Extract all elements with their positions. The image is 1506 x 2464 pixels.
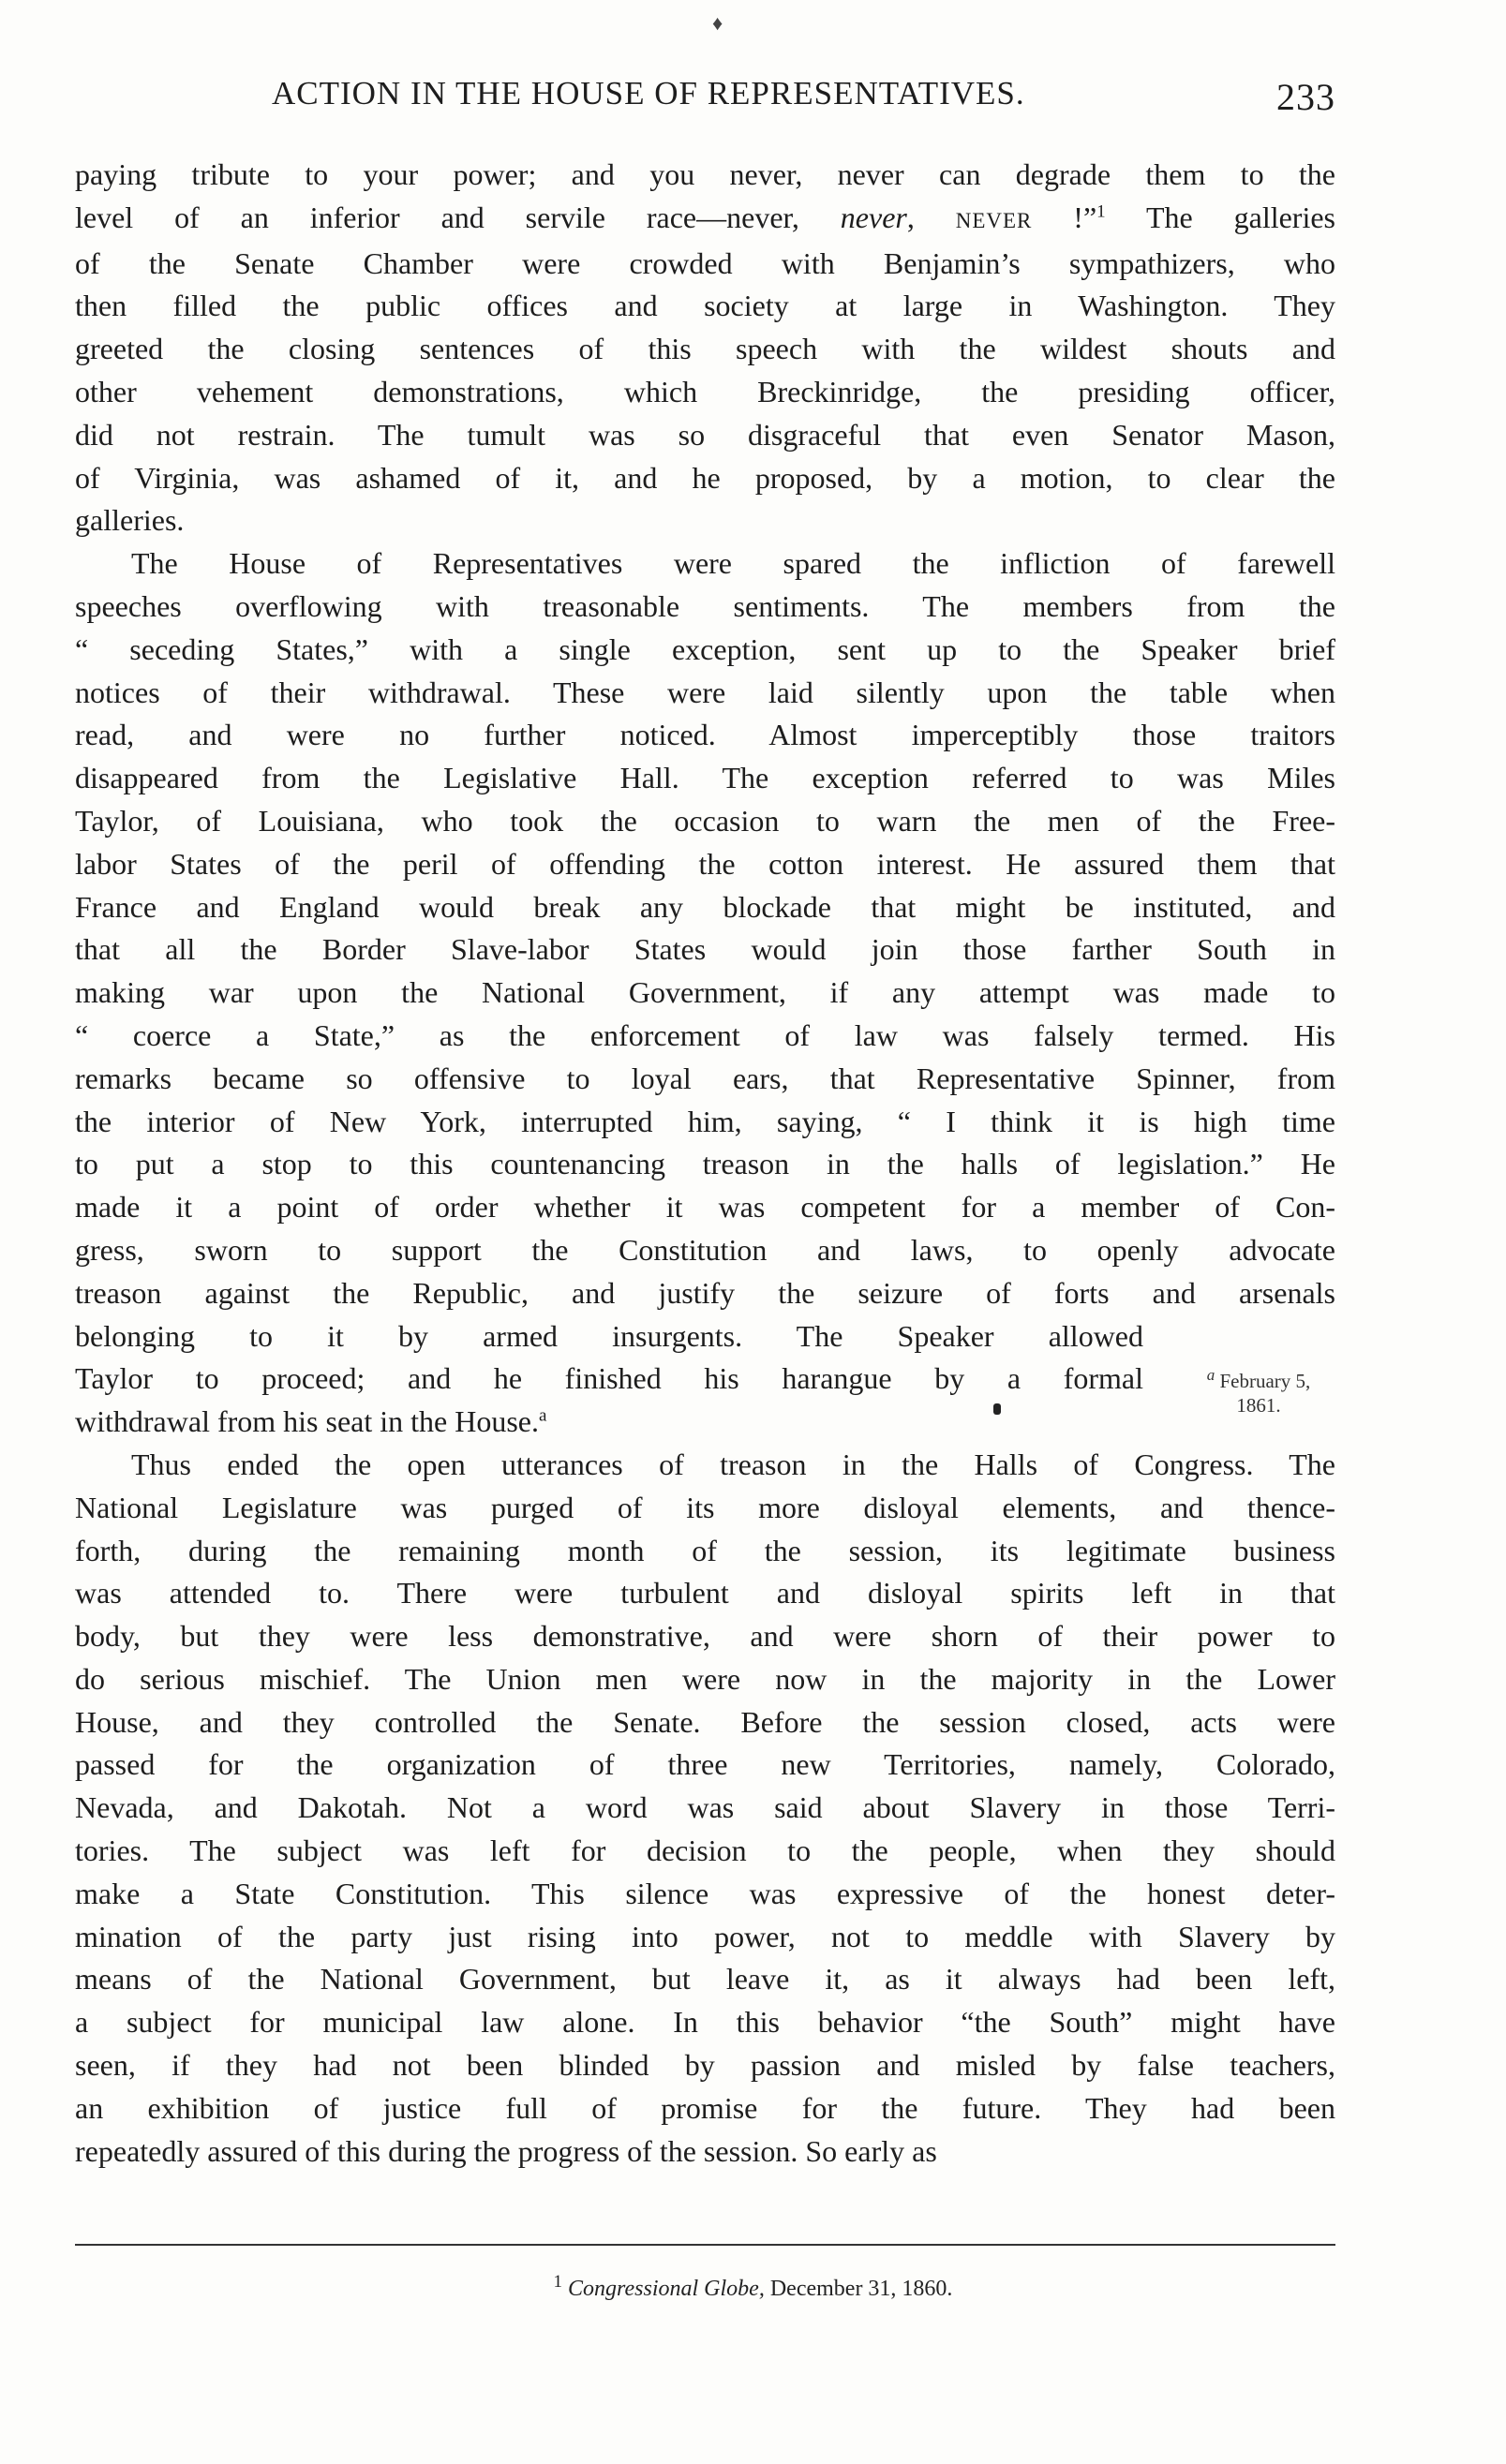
text-line: level of an inferior and servile race—never, never, NEVER !”$^1$ The galleries <box>75 200 1335 234</box>
running-head: ACTION IN THE HOUSE OF REPRESENTATIVES. <box>272 75 1025 111</box>
paragraph <box>75 154 1335 542</box>
text-line: repeatedly assured of this during the progress of the session. So early as <box>75 2133 937 2168</box>
page-header <box>75 75 1335 122</box>
text-line: speeches overflowing with treasonable sentiments. The members from the <box>75 588 1335 623</box>
page-number: 233 <box>1276 76 1335 118</box>
text-line: that all the Border Slave-labor States would join those farther South in <box>75 932 1335 967</box>
paragraph <box>75 1444 1335 2174</box>
text-line: did not restrain. The tumult was so disgraceful that even Senator Mason, <box>75 417 1335 452</box>
sidenote-date-line2: 1861. <box>1236 1394 1281 1417</box>
footnote-rule <box>75 2244 1335 2246</box>
text-line: make a State Constitution. This silence was expressive of the honest deter- <box>75 1876 1335 1910</box>
small-caps-text: NEVER <box>955 208 1033 232</box>
text-line: was attended to. There were turbulent and disloyal spirits left in that <box>75 1576 1335 1611</box>
text-line: then filled the public offices and society at large in Washington. They <box>75 289 1335 323</box>
text-line: Taylor, of Louisiana, who took the occasion to warn the men of the Free- <box>75 803 1335 838</box>
text-line: gress, sworn to support the Constitution and laws, to openly advocate <box>75 1232 1335 1267</box>
text-line: paying tribute to your power; and you never, never can degrade them to the <box>75 157 1335 191</box>
text-line: greeted the closing sentences of this speech with the wildest shouts and <box>75 332 1335 366</box>
text-line: “ coerce a State,” as the enforcement of law was falsely termed. His <box>75 1017 1335 1052</box>
text-line: belonging to it by armed insurgents. The Speaker allowed <box>75 1318 1143 1353</box>
text-line: a subject for municipal law alone. In this behavior “the South” might have <box>75 2005 1335 2040</box>
text-line: of the Senate Chamber were crowded with Benjamin’s sympathizers, who <box>75 245 1335 280</box>
text-line: means of the National Government, but leave it, as it always had been left, <box>75 1962 1335 1996</box>
margin-date-note <box>1165 1363 1352 1418</box>
text-line: France and England would break any blockade that might be instituted, and <box>75 889 1335 924</box>
text-line: to put a stop to this countenancing treason in the halls of legislation.” He <box>75 1147 1335 1181</box>
text-line: House, and they controlled the Senate. Before the session closed, acts were <box>75 1704 1335 1739</box>
text-line: of Virginia, was ashamed of it, and he proposed, by a motion, to clear the <box>75 460 1335 495</box>
text-line: do serious mischief. The Union men were now in the majority in the Lower <box>75 1661 1335 1696</box>
text-line: making war upon the National Government, if any attempt was made to <box>75 975 1335 1010</box>
text-line: passed for the organization of three new Territories, namely, Colorado, <box>75 1747 1335 1782</box>
paragraph <box>75 542 1335 1444</box>
footnote-marker: 1 <box>553 2272 563 2292</box>
text-line: mination of the party just rising into power, not to meddle with Slavery by <box>75 1919 1335 1953</box>
ink-speck: ♦ <box>712 11 723 35</box>
text-line: body, but they were less demonstrative, and were shorn of their power to <box>75 1619 1335 1654</box>
text-line: Nevada, and Dakotah. Not a word was said about Slavery in those Terri- <box>75 1790 1335 1825</box>
text-line: National Legislature was purged of its more disloyal elements, and thence- <box>75 1490 1335 1524</box>
text-line: The House of Representatives were spared the infliction of farewell <box>131 546 1335 581</box>
body-text <box>75 154 1335 2173</box>
sidenote-ref: a <box>1206 1366 1215 1384</box>
text-line: disappeared from the Legislative Hall. The exception referred to was Miles <box>75 761 1335 795</box>
footnote <box>0 2272 1506 2302</box>
text-line: notices of their withdrawal. These were laid silently upon the table when <box>75 675 1335 709</box>
italic-text: never <box>840 200 907 234</box>
text-line: galleries. <box>75 503 185 538</box>
text-line: seen, if they had not been blinded by passion and misled by false teachers, <box>75 2048 1335 2083</box>
margin-bullet-mark <box>993 1403 1001 1415</box>
text-line: labor States of the peril of offending the cotton interest. He assured them that <box>75 846 1335 881</box>
text-line: other vehement demonstrations, which Breckinridge, the presiding officer, <box>75 374 1335 408</box>
text-line: treason against the Republic, and justify the seizure of forts and arsenals <box>75 1275 1335 1310</box>
footnote-ref: a <box>539 1405 547 1426</box>
text-line: Thus ended the open utterances of treason in the Halls of Congress. The <box>131 1447 1335 1481</box>
text-line: an exhibition of justice full of promise for the future. They had been <box>75 2090 1335 2125</box>
text-line: withdrawal from his seat in the House.$^a$ <box>75 1404 547 1439</box>
text-line: made it a point of order whether it was competent for a member of Con- <box>75 1190 1335 1225</box>
footnote-ref: 1 <box>1096 201 1106 222</box>
footnote-date: December 31, 1860. <box>769 2277 953 2301</box>
text-line: read, and were no further noticed. Almost imperceptibly those traitors <box>75 718 1335 752</box>
text-line: remarks became so offensive to loyal ears, that Representative Spinner, from <box>75 1061 1335 1095</box>
text-line: forth, during the remaining month of the session, its legitimate business <box>75 1533 1335 1567</box>
text-line: tories. The subject was left for decision to the people, when they should <box>75 1833 1335 1868</box>
footnote-source: Congressional Globe, <box>568 2277 765 2301</box>
sidenote-date-line1: February 5, <box>1219 1370 1311 1392</box>
text-line: “ seceding States,” with a single exception, sent up to the Speaker brief <box>75 631 1335 666</box>
text-line: Taylor to proceed; and he finished his harangue by a formal <box>75 1361 1143 1396</box>
text-line: the interior of New York, interrupted him, saying, “ I think it is high time <box>75 1104 1335 1138</box>
